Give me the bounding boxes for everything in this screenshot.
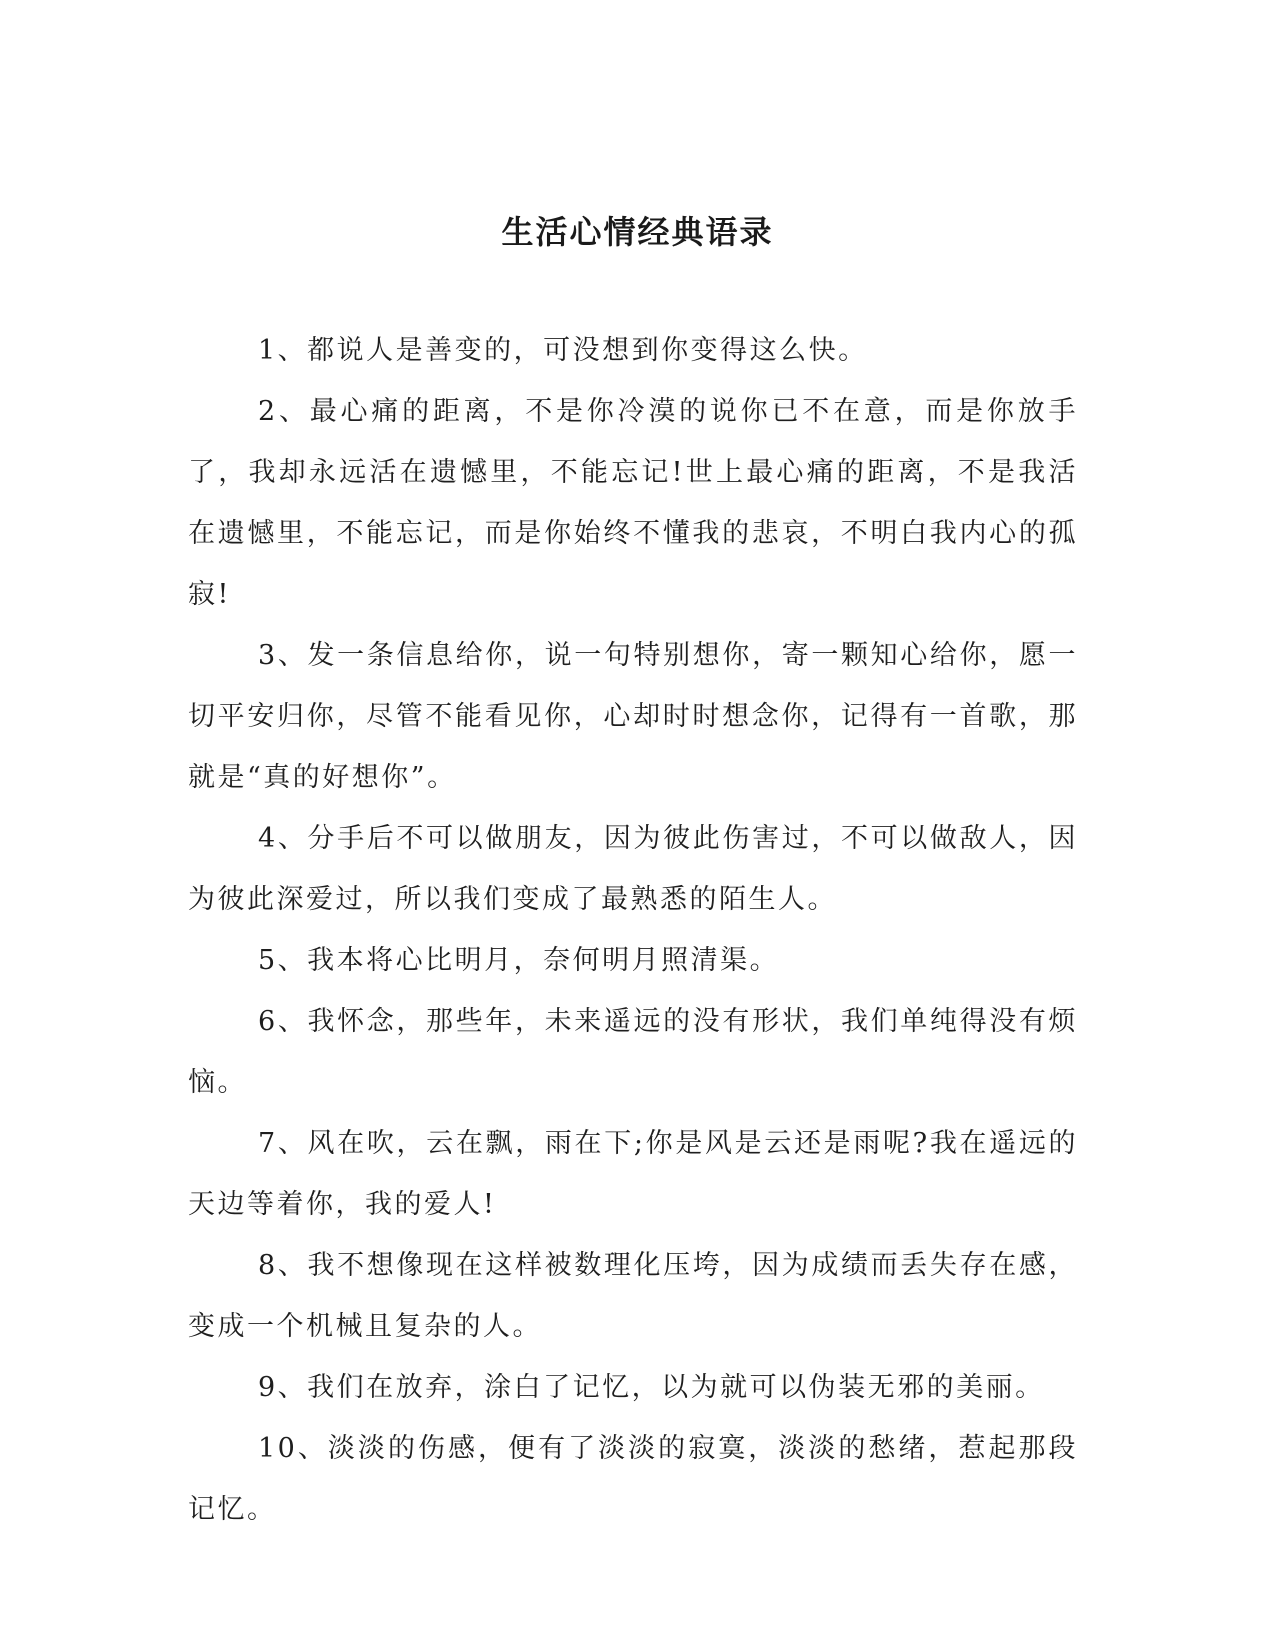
document-title: 生活心情经典语录 (501, 213, 774, 251)
document-body (188, 320, 1078, 1540)
quote-paragraph-3: 3、发一条信息给你，说一句特别想你，寄一颗知心给你，愿一切平安归你，尽管不能看见你，心却时时想念你，记得有一首歌，那就是“真的好想你”。 (188, 640, 1078, 793)
quote-paragraph-7: 7、风在吹，云在飘，雨在下;你是风是云还是雨呢?我在遥远的天边等着你，我的爱人! (188, 1128, 1078, 1220)
quote-paragraph-4: 4、分手后不可以做朋友，因为彼此伤害过，不可以做敌人，因为彼此深爱过，所以我们变成了最熟悉的陌生人。 (188, 823, 1078, 915)
quote-paragraph-8: 8、我不想像现在这样被数理化压垮，因为成绩而丢失存在感，变成一个机械且复杂的人。 (188, 1250, 1078, 1342)
quote-paragraph-6: 6、我怀念，那些年，未来遥远的没有形状，我们单纯得没有烦恼。 (188, 1006, 1078, 1098)
quote-paragraph-1: 1、都说人是善变的，可没想到你变得这么快。 (258, 335, 868, 366)
quote-paragraph-2: 2、最心痛的距离，不是你冷漠的说你已不在意，而是你放手了，我却永远活在遗憾里，不能忘记!世上最心痛的距离，不是我活在遗憾里，不能忘记，而是你始终不懂我的悲哀，不明白我内心的孤寂! (188, 396, 1078, 610)
quote-paragraph-5: 5、我本将心比明月，奈何明月照清渠。 (258, 945, 780, 976)
quote-paragraph-10: 10、淡淡的伤感，便有了淡淡的寂寞，淡淡的愁绪，惹起那段记忆。 (188, 1433, 1078, 1525)
quote-paragraph-9: 9、我们在放弃，涂白了记忆，以为就可以伪装无邪的美丽。 (258, 1372, 1045, 1403)
